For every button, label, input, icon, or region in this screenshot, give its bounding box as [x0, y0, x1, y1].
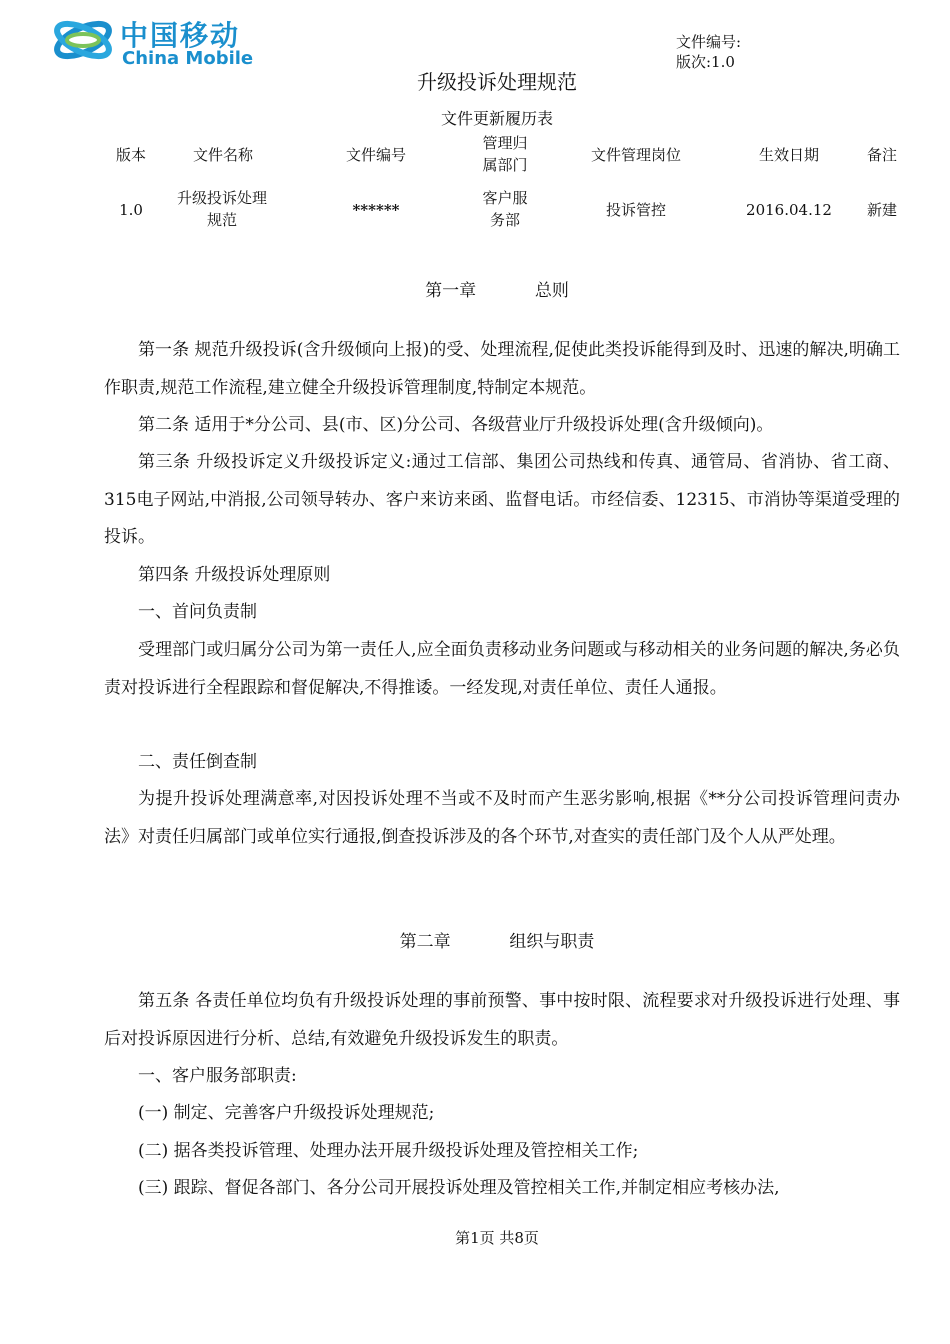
- table-cell: 新建: [866, 201, 897, 219]
- section-heading: 一、客户服务部职责:: [138, 1066, 297, 1086]
- table-header-cell: 管理归属部门: [482, 134, 528, 174]
- page-footer: 第1页 共8页: [455, 1229, 539, 1247]
- article-paragraph: 第五条 各责任单位均负有升级投诉处理的事前预警、事中按时限、流程要求对升级投诉进行处理、事后对投诉原因进行分析、总结,有效避免升级投诉发生的职责。: [104, 991, 900, 1049]
- china-mobile-swirl-icon: [50, 8, 116, 72]
- table-header-cell: 生效日期: [758, 146, 819, 164]
- table-cell: 升级投诉处理规范: [176, 189, 267, 229]
- table-header-cell: 文件管理岗位: [590, 146, 681, 164]
- article-paragraph: 第二条 适用于*分公司、县(市、区)分公司、各级营业厅升级投诉处理(含升级倾向)。: [138, 415, 774, 435]
- section-heading: 二、责任倒查制: [138, 752, 257, 772]
- table-cell: 1.0: [119, 201, 143, 219]
- chapter-number: 第二章: [399, 932, 451, 952]
- table-cell: ******: [352, 201, 400, 219]
- article-paragraph: 第一条 规范升级投诉(含升级倾向上报)的受、处理流程,促使此类投诉能得到及时、迅速的解决,明确工作职责,规范工作流程,建立健全升级投诉管理制度,特制定本规范。: [104, 340, 900, 398]
- section-paragraph: 受理部门或归属分公司为第一责任人,应全面负责移动业务问题或与移动相关的业务问题的解决,务必负责对投诉进行全程跟踪和督促解决,不得推诿。一经发现,对责任单位、责任人通报。: [104, 640, 900, 698]
- list-item: (一) 制定、完善客户升级投诉处理规范;: [138, 1103, 435, 1123]
- section-heading: 一、首问负责制: [138, 602, 257, 622]
- chapter-name: 组织与职责: [509, 932, 595, 952]
- chapter-heading-1: [0, 276, 950, 301]
- table-header-cell: 备注: [866, 146, 897, 164]
- document-title: 升级投诉处理规范: [417, 70, 577, 94]
- chapter-heading-2: [0, 927, 950, 952]
- history-table-caption: 文件更新履历表: [440, 109, 553, 128]
- list-item: (三) 跟踪、督促各部门、各分公司开展投诉处理及管控相关工作,并制定相应考核办法,: [138, 1178, 780, 1198]
- chapter-number: 第一章: [425, 281, 477, 301]
- table-header-cell: 文件名称: [192, 146, 253, 164]
- section-paragraph: 为提升投诉处理满意率,对因投诉处理不当或不及时而产生恶劣影响,根据《**分公司投诉管理问责办法》对责任归属部门或单位实行通报,倒查投诉涉及的各个环节,对查实的责任部门及个人从严处理。: [104, 789, 900, 847]
- table-header-cell: 版本: [115, 146, 146, 164]
- china-mobile-logo: [50, 8, 254, 72]
- list-item: (二) 据各类投诉管理、处理办法开展升级投诉处理及管控相关工作;: [138, 1141, 639, 1161]
- table-cell: 2016.04.12: [746, 201, 832, 219]
- article-paragraph: 第三条 升级投诉定义升级投诉定义:通过工信部、集团公司热线和传真、通管局、省消协、省工商、315电子网站,中消报,公司领导转办、客户来访来函、监督电话。市经信委、12315、市消协等渠道受理的投诉。: [104, 452, 900, 547]
- article-heading: 第四条 升级投诉处理原则: [138, 565, 331, 585]
- table-cell: 投诉管控: [605, 201, 666, 219]
- table-header-cell: 文件编号: [345, 146, 406, 164]
- chapter-name: 总则: [534, 281, 569, 301]
- logo-name-en: China Mobile: [122, 48, 254, 69]
- version-label: 版次:1.0: [676, 53, 735, 71]
- logo-name-cn: 中国移动: [120, 19, 241, 52]
- file-number-label: 文件编号:: [676, 33, 742, 51]
- table-cell: 客户服务部: [482, 189, 528, 229]
